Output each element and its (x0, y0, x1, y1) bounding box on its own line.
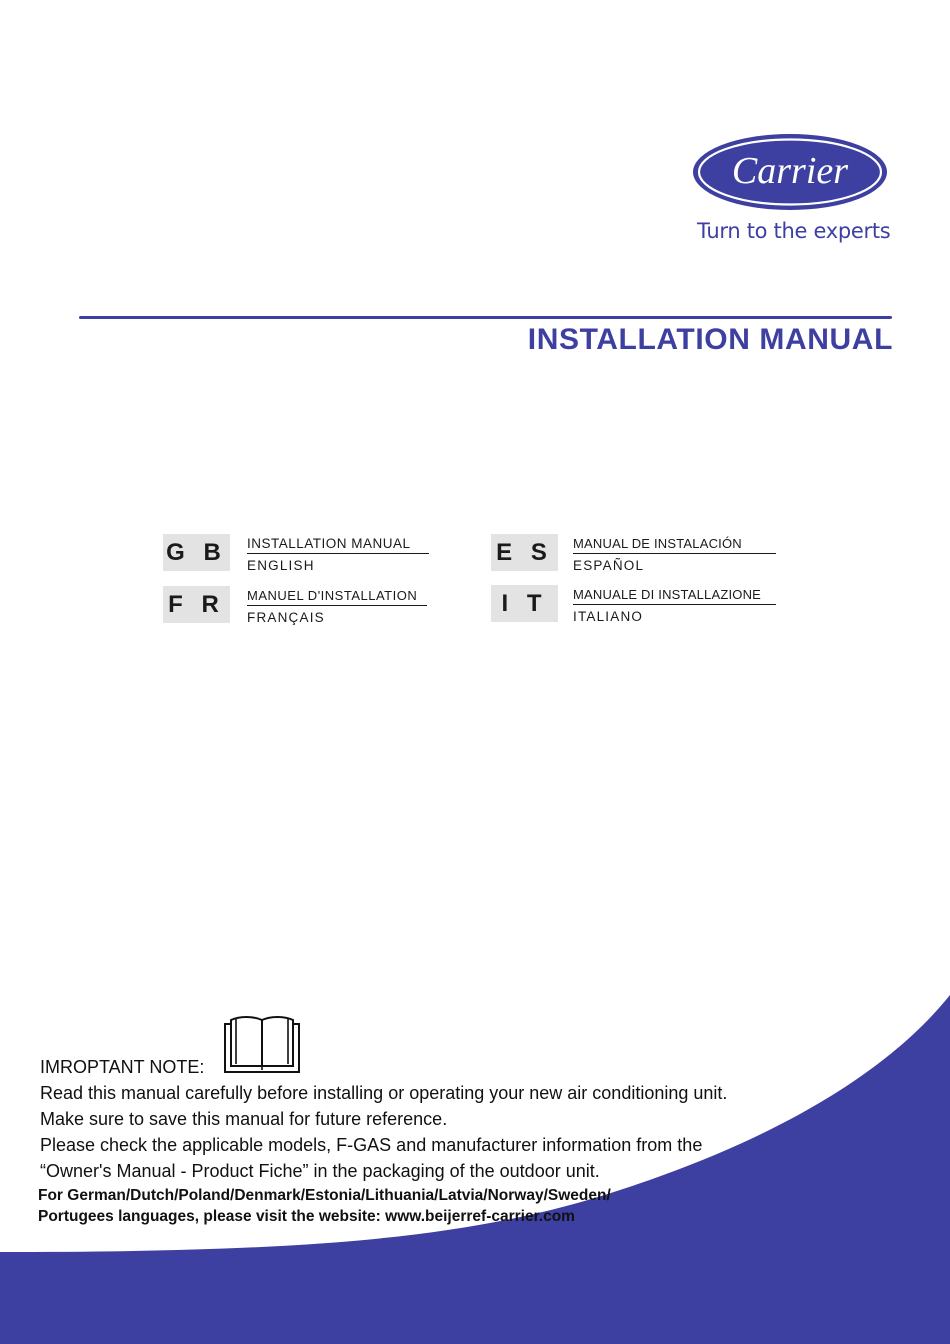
language-name: ESPAÑOL (573, 558, 645, 573)
language-code: E S (491, 534, 558, 571)
website-note-line: Portugees languages, please visit the website: www.beijerref-carrier.com (38, 1208, 575, 1225)
note-line: Read this manual carefully before installing or operating your new air conditioning unit. (40, 1083, 728, 1103)
title-rule (79, 316, 892, 319)
language-code: G B (163, 534, 230, 571)
manual-title: MANUAL DE INSTALACIÓN (573, 536, 776, 554)
note-heading: IMROPTANT NOTE: (40, 1057, 205, 1077)
website-note-line: For German/Dutch/Poland/Denmark/Estonia/Lithuania/Latvia/Norway/Sweden/ (38, 1187, 611, 1204)
manual-title: INSTALLATION MANUAL (247, 536, 429, 554)
note-line: “Owner's Manual - Product Fiche” in the packaging of the outdoor unit. (40, 1161, 600, 1181)
note-line: Make sure to save this manual for future reference. (40, 1109, 448, 1129)
carrier-logo (690, 132, 890, 212)
open-book-icon (223, 1014, 301, 1074)
note-line: Please check the applicable models, F-GAS and manufacturer information from the (40, 1135, 703, 1155)
language-name: FRANÇAIS (247, 610, 325, 625)
language-name: ITALIANO (573, 609, 644, 624)
language-code: I T (491, 585, 558, 622)
language-name: ENGLISH (247, 558, 315, 573)
brand-tagline: Turn to the experts (697, 219, 891, 243)
page-title: INSTALLATION MANUAL (527, 323, 893, 356)
language-code: F R (163, 586, 230, 623)
manual-title: MANUALE DI INSTALLAZIONE (573, 587, 776, 605)
logo-wordmark: Carrier (731, 150, 849, 192)
manual-title: MANUEL D'INSTALLATION (247, 588, 427, 606)
